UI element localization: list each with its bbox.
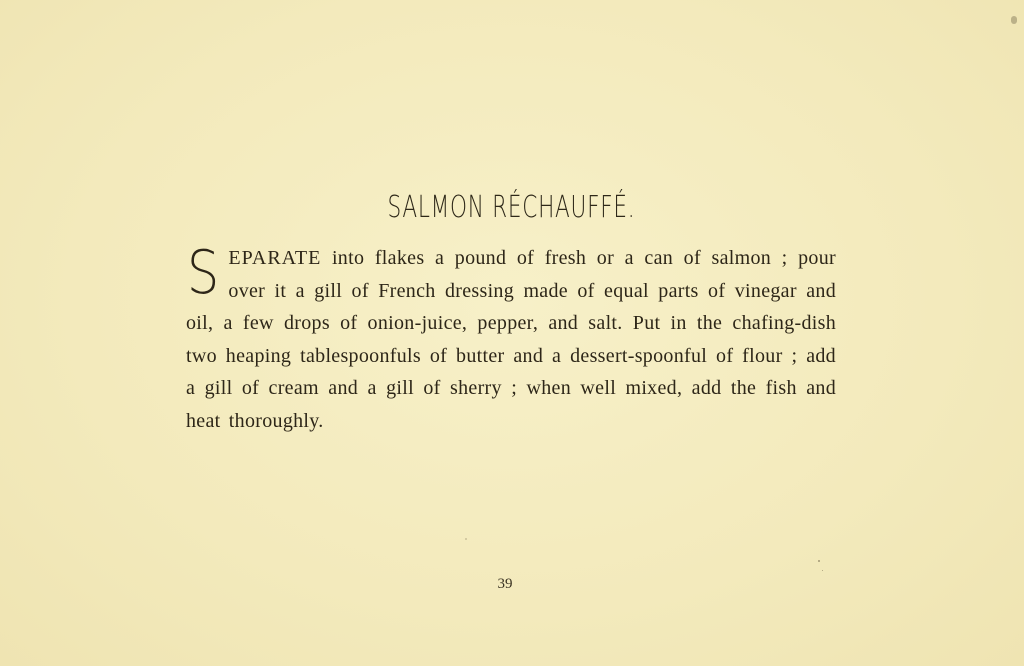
page-number: 39: [497, 576, 513, 592]
paper-speck: [818, 560, 820, 562]
lead-word: EPARATE: [228, 247, 322, 269]
recipe-body: into flakes a pound of fresh or a can of salmon ; pour over it a gill of French dressing made of equal parts of vinegar and oil, a few drops of onion-juice, pepper, and salt. Put in the chafing-dish two heaping tablespoonfuls of butter and a dessert-spoonful of flour ; add a gill of cream and a gill of sherry ; when well mixed, add the fish and heat thoroughly.: [186, 247, 836, 432]
paper-speck: [1011, 16, 1017, 24]
paper-speck: [822, 570, 823, 571]
recipe-title: SALMON RÉCHAUFFÉ.: [387, 190, 636, 225]
paper-speck: [465, 538, 467, 540]
recipe-text: [186, 238, 836, 437]
drop-cap: S: [186, 238, 220, 308]
